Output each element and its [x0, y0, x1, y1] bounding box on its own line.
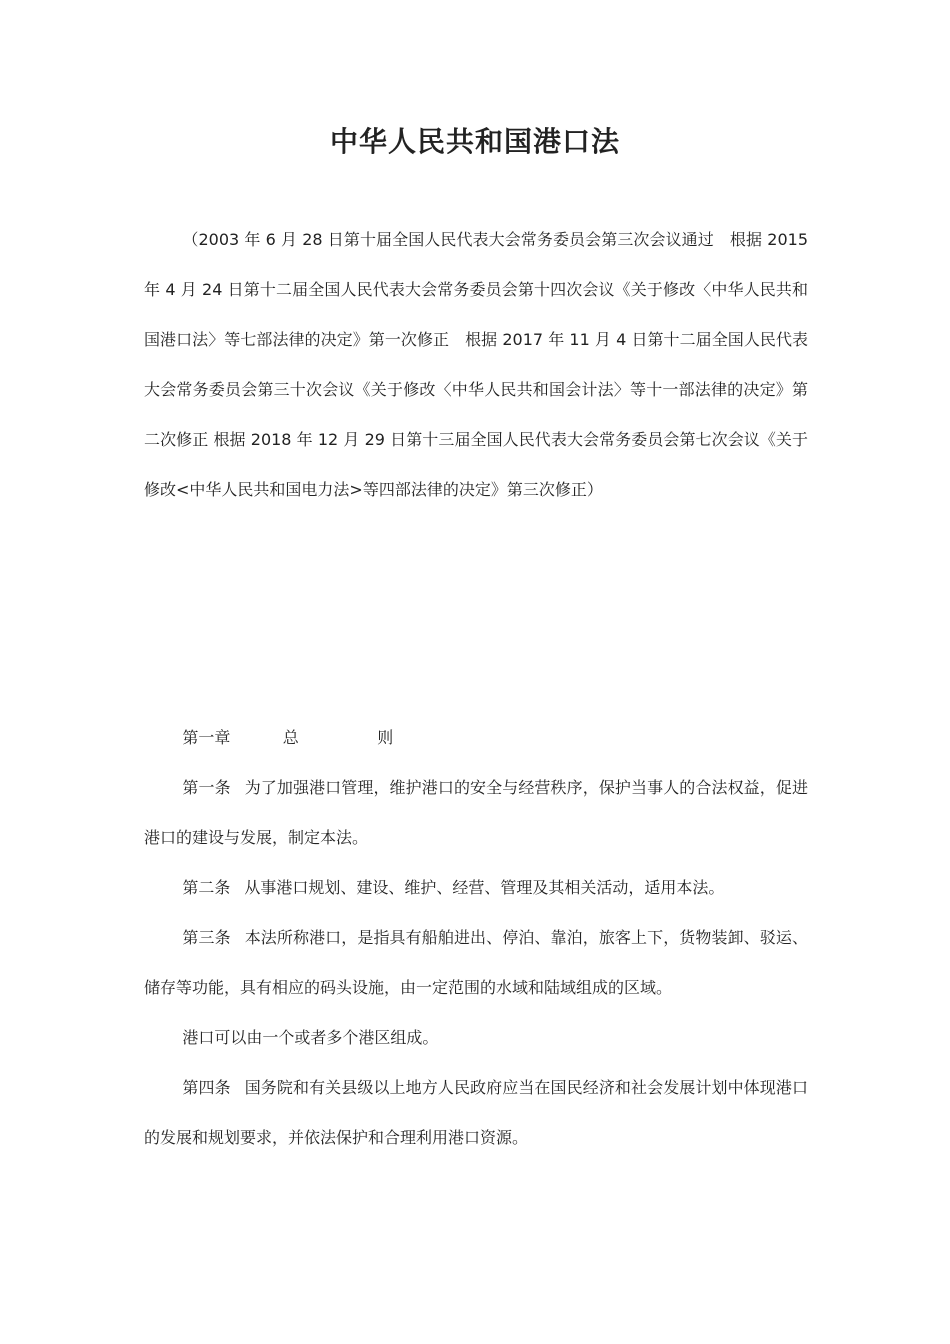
- chapter-heading: [144, 713, 808, 763]
- article-label: 第三条: [182, 928, 231, 947]
- article-text: 为了加强港口管理，维护港口的安全与经营秩序，保护当事人的合法权益，促进港口的建设与发展，制定本法。: [144, 778, 808, 847]
- article-text: 从事港口规划、建设、维护、经营、管理及其相关活动，适用本法。: [244, 878, 725, 897]
- chapter-title-second: 则: [377, 728, 394, 747]
- article-label: 第四条: [182, 1078, 231, 1097]
- preamble-block: [144, 215, 808, 515]
- article-3-paragraph-2: [144, 1013, 808, 1063]
- preamble-text: （2003 年 6 月 28 日第十届全国人民代表大会常务委员会第三次会议通过 根据 2015 年 4 月 24 日第十二届全国人民代表大会常务委员会第十四次会议《关于修改〈中华人民共和国港口法〉等七部法律的决定》第一次修正 根据 2017 年 11 月 4 日第十二届全国人民代表大会常务委员会第三十次会议《关于修改〈中华人民共和国会计法〉等十一部法律的决定》第二次修正 根据 2018 年 12 月 29 日第十三届全国人民代表大会常务委员会第七次会议《关于修改<中华人民共和国电力法>等四部法律的决定》第三次修正）: [144, 230, 808, 499]
- document-title: 中华人民共和国港口法: [329, 125, 620, 158]
- article-1: [144, 763, 808, 863]
- articles-block: [144, 713, 808, 1163]
- article-label: 第一条: [182, 778, 231, 797]
- article-label: 第二条: [182, 878, 231, 897]
- article-4: [144, 1063, 808, 1163]
- article-text: 本法所称港口，是指具有船舶进出、停泊、靠泊，旅客上下，货物装卸、驳运、储存等功能，具有相应的码头设施，由一定范围的水域和陆域组成的区域。: [144, 928, 808, 997]
- chapter-label: 第一章: [182, 728, 231, 747]
- chapter-title-first: 总: [282, 728, 299, 747]
- article-text: 港口可以由一个或者多个港区组成。: [182, 1028, 439, 1047]
- article-text: 国务院和有关县级以上地方人民政府应当在国民经济和社会发展计划中体现港口的发展和规划要求，并依法保护和合理利用港口资源。: [144, 1078, 808, 1147]
- article-3: [144, 913, 808, 1013]
- article-2: [144, 863, 808, 913]
